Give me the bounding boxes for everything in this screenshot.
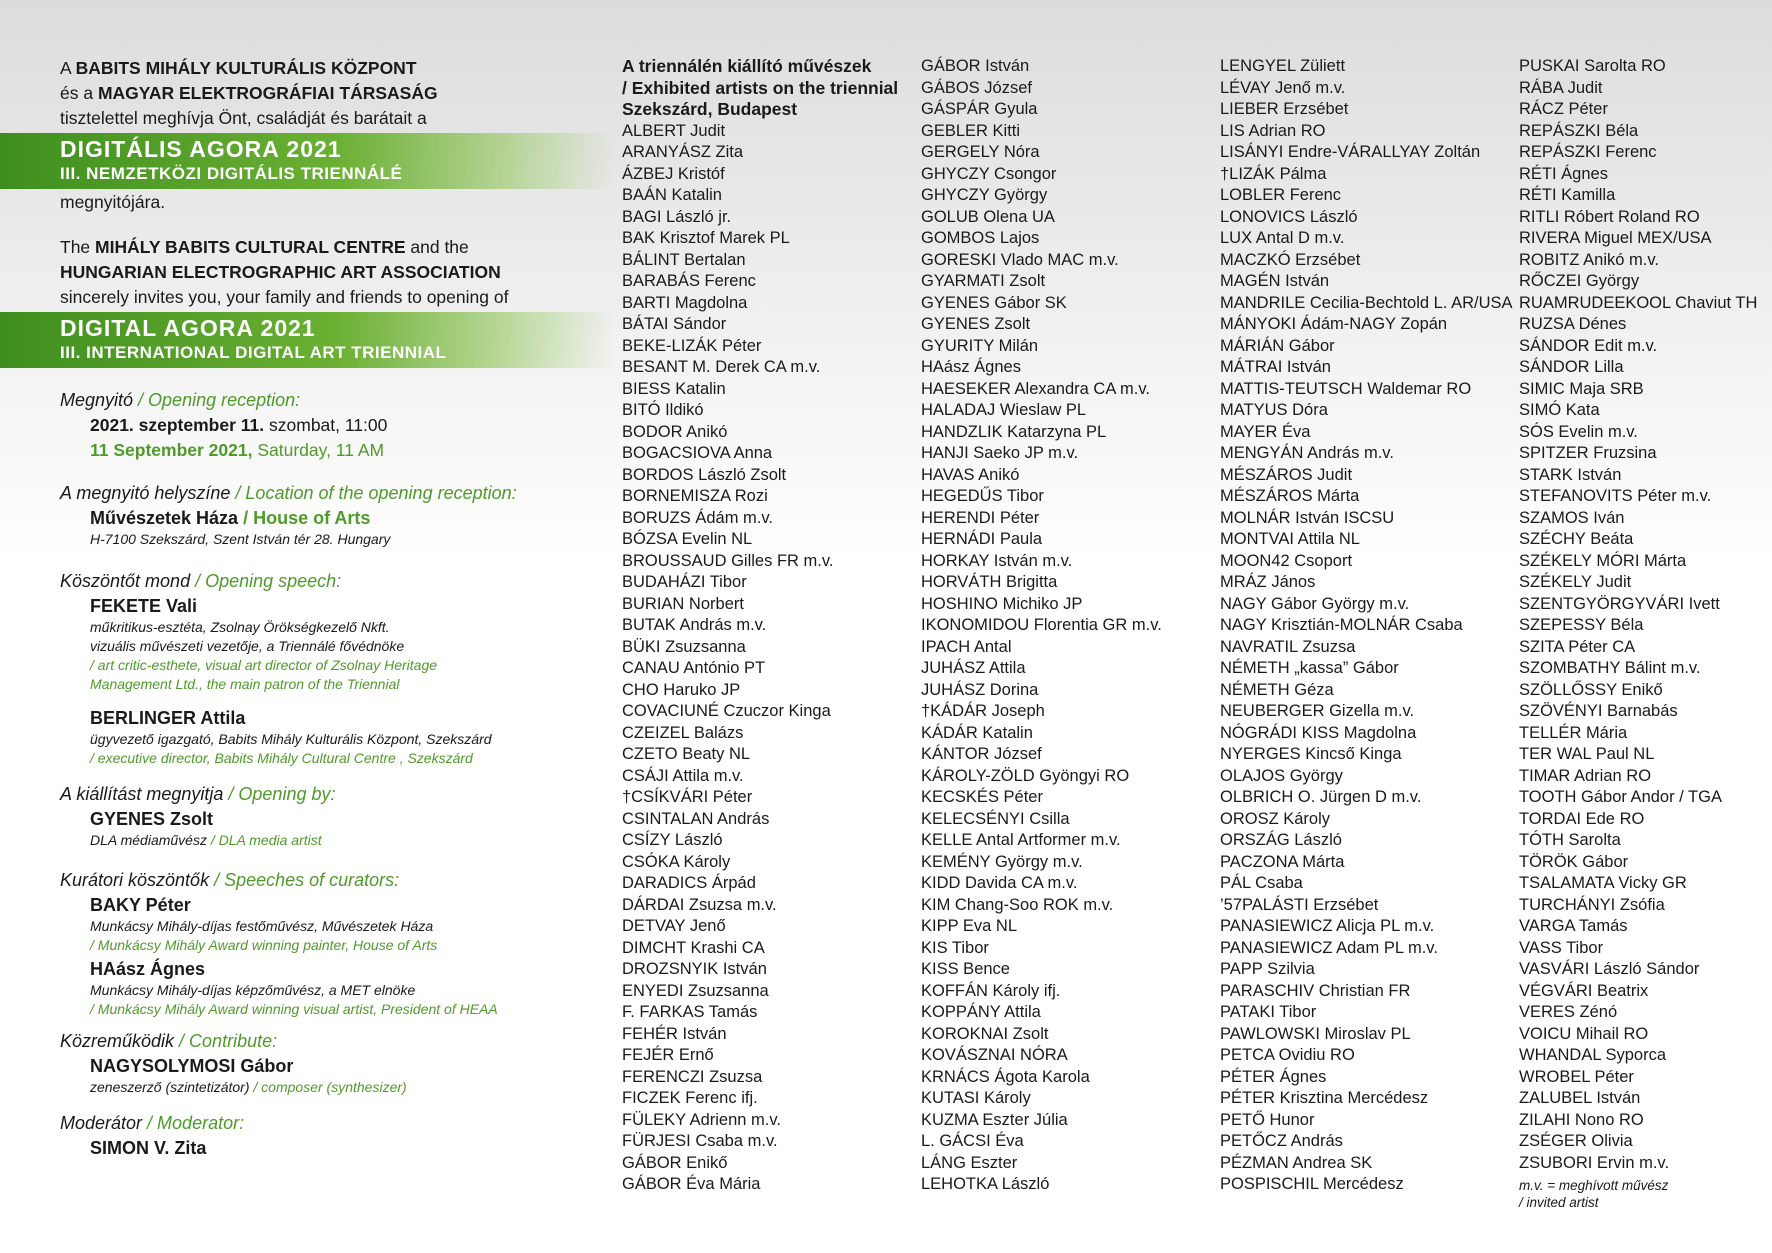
artist-column-4 (1519, 56, 1757, 1211)
artist-name: PÉZMAN Andrea SK (1220, 1153, 1373, 1172)
artist-name: FEJÉR Ernő (622, 1046, 714, 1064)
artist-name: NAVRATIL Zsuzsa (1220, 637, 1356, 656)
artist-name: MATTIS-TEUTSCH Waldemar RO (1220, 379, 1472, 398)
artist-name: HORVÁTH Brigitta (921, 573, 1058, 591)
artist-name: MONTVAI Attila NL (1220, 530, 1360, 548)
artist-name: PÉTER Ágnes (1220, 1067, 1327, 1086)
artist-name: NAGY Krisztián-MOLNÁR Csaba (1220, 616, 1463, 634)
artist-name: STARK István (1519, 465, 1622, 484)
artist-name: KECSKÉS Péter (921, 788, 1043, 806)
artist-name: KÁDÁR Katalin (921, 723, 1033, 742)
organizer-name: HUNGARIAN ELECTROGRAPHIC ART ASSOCIATION (60, 262, 501, 282)
artist-name: KEMÉNY György m.v. (921, 852, 1083, 871)
artist-name: GYARMATI Zsolt (921, 272, 1046, 290)
artist-name: ’57PALÁSTI Erzsébet (1220, 895, 1379, 914)
artist-name: LOBLER Ferenc (1220, 186, 1342, 204)
artist-name: POSPISCHIL Mercédesz (1220, 1175, 1404, 1193)
artist-name: FÜLEKY Adrienn m.v. (622, 1110, 781, 1129)
artist-name: L. GÁCSI Éva (921, 1132, 1024, 1150)
artist-name: BÓZSA Evelin NL (622, 530, 753, 548)
organizer-name: BABITS MIHÁLY KULTURÁLIS KÖZPONT (75, 58, 417, 78)
artist-name: DIMCHT Krashi CA (622, 938, 765, 957)
artist-name: SZENTGYÖRGYVÁRI Ivett (1519, 594, 1720, 613)
artist-name: ÁZBEJ Kristóf (622, 164, 725, 183)
artist-name: GÁBOR Enikő (622, 1153, 728, 1172)
organizer-name: MAGYAR ELEKTROGRÁFIAI TÁRSASÁG (97, 83, 438, 103)
artist-name: CSÁJI Attila m.v. (622, 766, 744, 785)
artist-name: LISÁNYI Endre-VÁRALLYAY Zoltán (1220, 143, 1481, 161)
event-title: DIGITAL AGORA 2021 (60, 315, 316, 341)
artist-name: KELECSÉNYI Csilla (921, 809, 1070, 828)
artist-name: SZÖVÉNYI Barnabás (1519, 702, 1678, 720)
artist-name: BUTAK András m.v. (622, 616, 767, 634)
artist-name: TURCHÁNYI Zsófia (1519, 895, 1665, 914)
artist-name: SÁNDOR Edit m.v. (1519, 336, 1658, 355)
artist-name: VÉGVÁRI Beatrix (1519, 981, 1649, 1000)
artist-name: COVACIUNÉ Czuczor Kinga (622, 702, 831, 720)
artist-column-1 (622, 56, 898, 1196)
artist-name: ZSUBORI Ervin m.v. (1519, 1153, 1670, 1172)
artist-name: BOGACSIOVA Anna (622, 444, 773, 462)
curators-section: Kurátori köszöntők / Speeches of curators: BAKY Péter Munkácsy Mihály-díjas festőművész, Művészetek Háza / Munkácsy Mihály Award winning painter, House of Arts HAász Ágnes Munkácsy Mihály-díjas képzőművész, a MET elnöke / Munkácsy Mihály Award winning visual artist, President of HEAA (60, 870, 498, 1017)
artist-name: ARANYÁSZ Zita (622, 143, 744, 161)
artist-name: BÜKI Zsuzsanna (622, 637, 746, 656)
artist-name: BORDOS László Zsolt (622, 465, 787, 484)
artist-name: PÉTER Krisztina Mercédesz (1220, 1089, 1429, 1107)
artist-name: LÉVAY Jenő m.v. (1220, 78, 1346, 97)
artists-heading: A triennálén kiállító művészek (622, 56, 872, 76)
artist-name: LEHOTKA László (921, 1175, 1050, 1193)
artist-name: NAGY Gábor György m.v. (1220, 594, 1410, 613)
artist-name: RŐCZEI György (1519, 272, 1640, 290)
artist-name: ALBERT Judit (622, 121, 726, 140)
artist-name: PACZONA Márta (1220, 852, 1345, 871)
artist-name: LUX Antal D m.v. (1220, 229, 1345, 247)
moderator-section: Moderátor / Moderator: SIMON V. Zita (60, 1113, 245, 1158)
opening-section: Megnyitó / Opening reception: 2021. szeptember 11. szombat, 11:00 11 September 2021, Saturday, 11 AM (60, 390, 388, 460)
artist-name: PUSKAI Sarolta RO (1519, 57, 1666, 75)
artist-name: LIS Adrian RO (1220, 121, 1326, 140)
artist-name: ZSÉGER Olivia (1519, 1132, 1633, 1150)
artist-name: BORUZS Ádám m.v. (622, 508, 773, 527)
artist-name: BITÓ Ildikó (622, 401, 704, 419)
artist-name: CZETO Beaty NL (622, 745, 751, 763)
artist-name: CSÍZY László (622, 831, 723, 849)
artist-name: CHO Haruko JP (622, 680, 741, 699)
artist-name: SÓS Evelin m.v. (1519, 422, 1638, 441)
artist-name: MAYER Éva (1220, 422, 1311, 441)
artist-name: KOROKNAI Zsolt (921, 1024, 1049, 1043)
artist-name: GEBLER Kitti (921, 121, 1021, 140)
artist-name: KIPP Eva NL (921, 917, 1017, 935)
artist-name: RUAMRUDEEKOOL Chaviut TH (1519, 293, 1758, 312)
artist-name: TOOTH Gábor Andor / TGA (1519, 788, 1722, 806)
artist-name: ORSZÁG László (1220, 831, 1342, 849)
artist-name: LONOVICS László (1220, 207, 1358, 226)
artist-name: DETVAY Jenő (622, 917, 726, 935)
artist-name: PAWLOWSKI Miroslav PL (1220, 1024, 1411, 1043)
artist-name: BURIAN Norbert (622, 594, 744, 613)
artist-name: PETCA Ovidiu RO (1220, 1046, 1355, 1064)
artist-name: HANDZLIK Katarzyna PL (921, 422, 1107, 441)
artist-name: GOLUB Olena UA (921, 207, 1055, 226)
artist-name: SZÉKELY MÓRI Márta (1519, 551, 1687, 570)
artist-name: MAGÉN István (1220, 272, 1330, 290)
artist-name: ZALUBEL István (1519, 1089, 1641, 1107)
artist-name: PETŐ Hunor (1220, 1110, 1315, 1129)
artist-name: GERGELY Nóra (921, 143, 1040, 161)
artist-name: TÖRÖK Gábor (1519, 852, 1629, 871)
artist-name: RÁCZ Péter (1519, 100, 1608, 118)
artist-name: PARASCHIV Christian FR (1220, 981, 1411, 1000)
artist-name: TÓTH Sarolta (1519, 831, 1621, 849)
intro-text: megnyitójára. (60, 192, 166, 212)
artist-name: TIMAR Adrian RO (1519, 766, 1652, 785)
artist-name: NÉMETH Géza (1220, 680, 1334, 699)
artist-name: SÁNDOR Lilla (1519, 358, 1624, 376)
invitation-panel (0, 56, 615, 1160)
artist-name: BUDAHÁZI Tibor (622, 573, 747, 591)
artist-name: VASVÁRI László Sándor (1519, 960, 1700, 978)
artist-name: CANAU António PT (622, 659, 766, 677)
artist-name: VERES Zénó (1519, 1003, 1618, 1021)
artist-name: BEKE-LIZÁK Péter (622, 336, 762, 355)
artist-name: BAGI László jr. (622, 207, 732, 226)
artist-name: RÁBA Judit (1519, 78, 1603, 97)
artist-name: HERENDI Péter (921, 508, 1040, 527)
artist-name: SPITZER Fruzsina (1519, 444, 1657, 462)
artist-name: MÉSZÁROS Judit (1220, 465, 1353, 484)
artist-name: PÁL Csaba (1220, 874, 1303, 892)
artist-name: KOPPÁNY Attila (921, 1003, 1041, 1021)
invited-artist-note: m.v. = meghívott művész (1519, 1178, 1669, 1193)
artist-name: HERNÁDI Paula (921, 530, 1043, 548)
event-subtitle: III. INTERNATIONAL DIGITAL ART TRIENNIAL (60, 343, 447, 362)
artist-name: †KÁDÁR Joseph (921, 702, 1045, 720)
intro-text: A (60, 58, 76, 78)
artist-name: SZÉKELY Judit (1519, 573, 1632, 591)
artist-name: KIS Tibor (921, 938, 989, 957)
artist-name: MOLNÁR István ISCSU (1220, 508, 1395, 527)
artist-name: VARGA Tamás (1519, 917, 1628, 935)
artist-name: GHYCZY György (921, 186, 1048, 204)
artist-name: GORESKI Vlado MAC m.v. (921, 250, 1119, 269)
artist-name: KISS Bence (921, 960, 1010, 978)
artist-name: GÁBOR István (921, 57, 1030, 75)
artist-name: BÁTAI Sándor (622, 315, 727, 333)
artist-name: ROBITZ Anikó m.v. (1519, 250, 1659, 269)
artist-name: JUHÁSZ Attila (921, 659, 1026, 677)
event-title-band-en (0, 312, 615, 368)
artist-name: LENGYEL Züliett (1220, 57, 1346, 75)
artist-name: FÜRJESI Csaba m.v. (622, 1132, 778, 1150)
artist-name: KOVÁSZNAI NÓRA (921, 1046, 1068, 1064)
artist-name: IKONOMIDOU Florentia GR m.v. (921, 616, 1162, 634)
artist-name: LIEBER Erzsébet (1220, 100, 1349, 118)
artist-name: KELLE Antal Artformer m.v. (921, 831, 1121, 849)
artist-name: KUZMA Eszter Júlia (921, 1110, 1068, 1129)
artist-name: MÉSZÁROS Márta (1220, 487, 1360, 505)
artist-name: KRNÁCS Ágota Karola (921, 1067, 1090, 1086)
artist-name: SIMIC Maja SRB (1519, 379, 1644, 398)
artist-name: DROZSNYIK István (622, 960, 767, 978)
artist-name: KIDD Davida CA m.v. (921, 874, 1078, 892)
artist-name: DARADICS Árpád (622, 874, 756, 892)
artist-name: OLAJOS György (1220, 766, 1343, 785)
artist-name: BESANT M. Derek CA m.v. (622, 358, 821, 376)
intro-english: The MIHÁLY BABITS CULTURAL CENTRE and the HUNGARIAN ELECTROGRAPHIC ART ASSOCIATION sincerely invites you, your family and friends to opening of (0, 235, 615, 310)
artist-name: FEHÉR István (622, 1024, 727, 1043)
artist-name: MÁTRAI István (1220, 358, 1331, 376)
artist-name: KUTASI Károly (921, 1089, 1031, 1107)
artist-name: JUHÁSZ Dorina (921, 680, 1039, 699)
artist-name: MRÁZ János (1220, 573, 1316, 591)
artist-name: BIESS Katalin (622, 379, 726, 398)
intro-text: tisztelettel meghívja Önt, családját és barátait a (60, 108, 427, 128)
artist-name: KÁNTOR József (921, 745, 1042, 763)
artist-name: CZEIZEL Balázs (622, 723, 744, 742)
artist-name: TSALAMATA Vicky GR (1519, 874, 1687, 892)
artist-name: DÁRDAI Zsuzsa m.v. (622, 895, 777, 914)
artist-name: BORNEMISZA Rozi (622, 487, 768, 505)
artist-name: RITLI Róbert Roland RO (1519, 207, 1700, 226)
event-title: DIGITÁLIS AGORA 2021 (60, 136, 342, 162)
artist-name: STEFANOVITS Péter m.v. (1519, 487, 1712, 505)
speech-section: Köszöntőt mond / Opening speech: FEKETE Vali műkritikus-esztéta, Zsolnay Örökségkezelő Nkft. vizuális művészeti vezetője, a Triennálé fővédnöke / art critic-esthete, visual art director of Zsolnay Heritage Management Ltd., the main patron of the Triennial BERLINGER Attila ügyvezető igazgató, Babits Mihály Kulturális Központ, Szekszárd / executive director, Babits Mihály Cultural Centre , Szekszárd (60, 571, 492, 766)
artist-name: LÁNG Eszter (921, 1153, 1018, 1172)
artist-name: MENGYÁN András m.v. (1220, 444, 1394, 462)
artist-name: RUZSA Dénes (1519, 315, 1627, 333)
artist-name: TELLÉR Mária (1519, 723, 1628, 742)
artist-name: KIM Chang-Soo ROK m.v. (921, 895, 1114, 914)
artist-name: BARTI Magdolna (622, 293, 748, 312)
artist-name: HORKAY István m.v. (921, 551, 1073, 570)
artist-name: †LIZÁK Pálma (1220, 164, 1327, 183)
artists-heading: Szekszárd, Budapest (622, 99, 798, 119)
artist-name: GYURITY Milán (921, 336, 1039, 355)
artist-name: MOON42 Csoport (1220, 551, 1353, 570)
artist-name: GYENES Zsolt (921, 315, 1031, 333)
event-subtitle: III. NEMZETKÖZI DIGITÁLIS TRIENNÁLÉ (60, 164, 403, 183)
artist-name: KOFFÁN Károly ifj. (921, 981, 1061, 1000)
artist-name: HOSHINO Michiko JP (921, 594, 1083, 613)
artist-name: SZITA Péter CA (1519, 637, 1636, 656)
artist-name: NEUBERGER Gizella m.v. (1220, 702, 1415, 720)
artist-name: PETŐCZ András (1220, 1132, 1343, 1150)
artist-name: FERENCZI Zsuzsa (622, 1067, 763, 1086)
artist-name: HEGEDŰS Tibor (921, 487, 1044, 505)
invited-artist-note: / invited artist (1519, 1195, 1599, 1210)
artist-name: FICZEK Ferenc ifj. (622, 1089, 758, 1107)
artist-name: KÁROLY-ZÖLD Gyöngyi RO (921, 766, 1130, 785)
artist-name: HAVAS Anikó (921, 465, 1020, 484)
artist-name: MANDRILE Cecilia-Bechtold L. AR/USA (1220, 293, 1513, 312)
artist-name: MÁRIÁN Gábor (1220, 336, 1335, 355)
intro-text: és a (60, 83, 98, 103)
artist-name: BROUSSAUD Gilles FR m.v. (622, 551, 834, 570)
artist-name: GÁBOS József (921, 78, 1032, 97)
artist-name: VOICU Mihail RO (1519, 1024, 1649, 1043)
artist-column-3 (1220, 56, 1513, 1196)
artist-name: GOMBOS Lajos (921, 229, 1040, 247)
artist-name: REPÁSZKI Ferenc (1519, 143, 1657, 161)
artist-name: †CSÍKVÁRI Péter (622, 788, 753, 806)
artist-name: GYENES Gábor SK (921, 293, 1067, 312)
artist-name: ENYEDI Zsuzsanna (622, 981, 769, 1000)
artist-name: TER WAL Paul NL (1519, 745, 1655, 763)
artist-name: HALADAJ Wieslaw PL (921, 401, 1087, 419)
artist-name: HANJI Saeko JP m.v. (921, 444, 1079, 462)
artist-name: SZÉCHY Beáta (1519, 530, 1634, 548)
artist-name: GÁSPÁR Gyula (921, 100, 1038, 118)
artist-name: NÉMETH „kassa” Gábor (1220, 659, 1399, 677)
artist-name: MACZKÓ Erzsébet (1220, 250, 1361, 269)
artist-name: WHANDAL Syporca (1519, 1046, 1667, 1064)
artist-name: HAász Ágnes (921, 358, 1021, 376)
artists-heading: / Exhibited artists on the triennial (622, 77, 899, 98)
artist-name: BARABÁS Ferenc (622, 272, 756, 290)
opening-by-section: A kiállítást megnyitja / Opening by: GYENES Zsolt DLA médiaművész / DLA media artist (60, 784, 336, 848)
artist-name: RIVERA Miguel MEX/USA (1519, 229, 1712, 247)
event-title-band-hu (0, 133, 615, 189)
artist-name: CSINTALAN András (622, 809, 770, 828)
artist-name: SZEPESSY Béla (1519, 616, 1644, 634)
artist-name: WROBEL Péter (1519, 1067, 1634, 1086)
artist-name: CSÓKA Károly (622, 852, 731, 871)
artist-name: SIMÓ Kata (1519, 401, 1600, 419)
artist-name: SZOMBATHY Bálint m.v. (1519, 659, 1701, 677)
artist-name: MÁNYOKI Ádám-NAGY Zopán (1220, 315, 1448, 333)
artist-name: VASS Tibor (1519, 938, 1604, 957)
artist-name: PANASIEWICZ Alicja PL m.v. (1220, 917, 1435, 935)
artist-name: MATYUS Dóra (1220, 401, 1328, 419)
artist-name: GHYCZY Csongor (921, 164, 1057, 183)
artist-name: BAÁN Katalin (622, 186, 722, 204)
artist-name: NYERGES Kincső Kinga (1220, 745, 1402, 763)
artist-name: NÓGRÁDI KISS Magdolna (1220, 723, 1417, 742)
artist-name: RÉTI Kamilla (1519, 186, 1616, 204)
artist-name: RÉTI Ágnes (1519, 164, 1608, 183)
artist-name: F. FARKAS Tamás (622, 1003, 758, 1021)
intro-text: sincerely invites you, your family and friends to opening of (60, 287, 509, 307)
location-section: A megnyitó helyszíne / Location of the opening reception: Művészetek Háza / House of Arts H-7100 Szekszárd, Szent István tér 28. Hungary (60, 483, 517, 547)
artist-name: SZÖLLŐSSY Enikő (1519, 680, 1663, 699)
artist-name: OLBRICH O. Jürgen D m.v. (1220, 788, 1422, 806)
artist-name: IPACH Antal (921, 637, 1012, 656)
contribute-section: Közreműködik / Contribute: NAGYSOLYMOSI Gábor zeneszerző (szintetizátor) / composer (synthesizer) (60, 1031, 407, 1095)
artist-name: PAPP Szilvia (1220, 960, 1315, 978)
artist-name: TORDAI Ede RO (1519, 809, 1645, 828)
artist-name: OROSZ Károly (1220, 809, 1331, 828)
artist-name: SZAMOS Iván (1519, 508, 1625, 527)
artist-name: REPÁSZKI Béla (1519, 121, 1639, 140)
artist-name: BÁLINT Bertalan (622, 250, 746, 269)
artist-name: GÁBOR Éva Mária (622, 1175, 761, 1193)
organizer-name: MIHÁLY BABITS CULTURAL CENTRE (95, 237, 406, 257)
intro-hungarian (0, 56, 615, 131)
artist-name: HAESEKER Alexandra CA m.v. (921, 379, 1150, 398)
artist-name: BAK Krisztof Marek PL (622, 229, 790, 247)
artist-name: PANASIEWICZ Adam PL m.v. (1220, 938, 1438, 957)
artist-name: PATAKI Tibor (1220, 1003, 1317, 1021)
artist-name: BODOR Anikó (622, 422, 728, 441)
artist-column-2 (921, 56, 1162, 1196)
artist-name: ZILAHI Nono RO (1519, 1110, 1644, 1129)
